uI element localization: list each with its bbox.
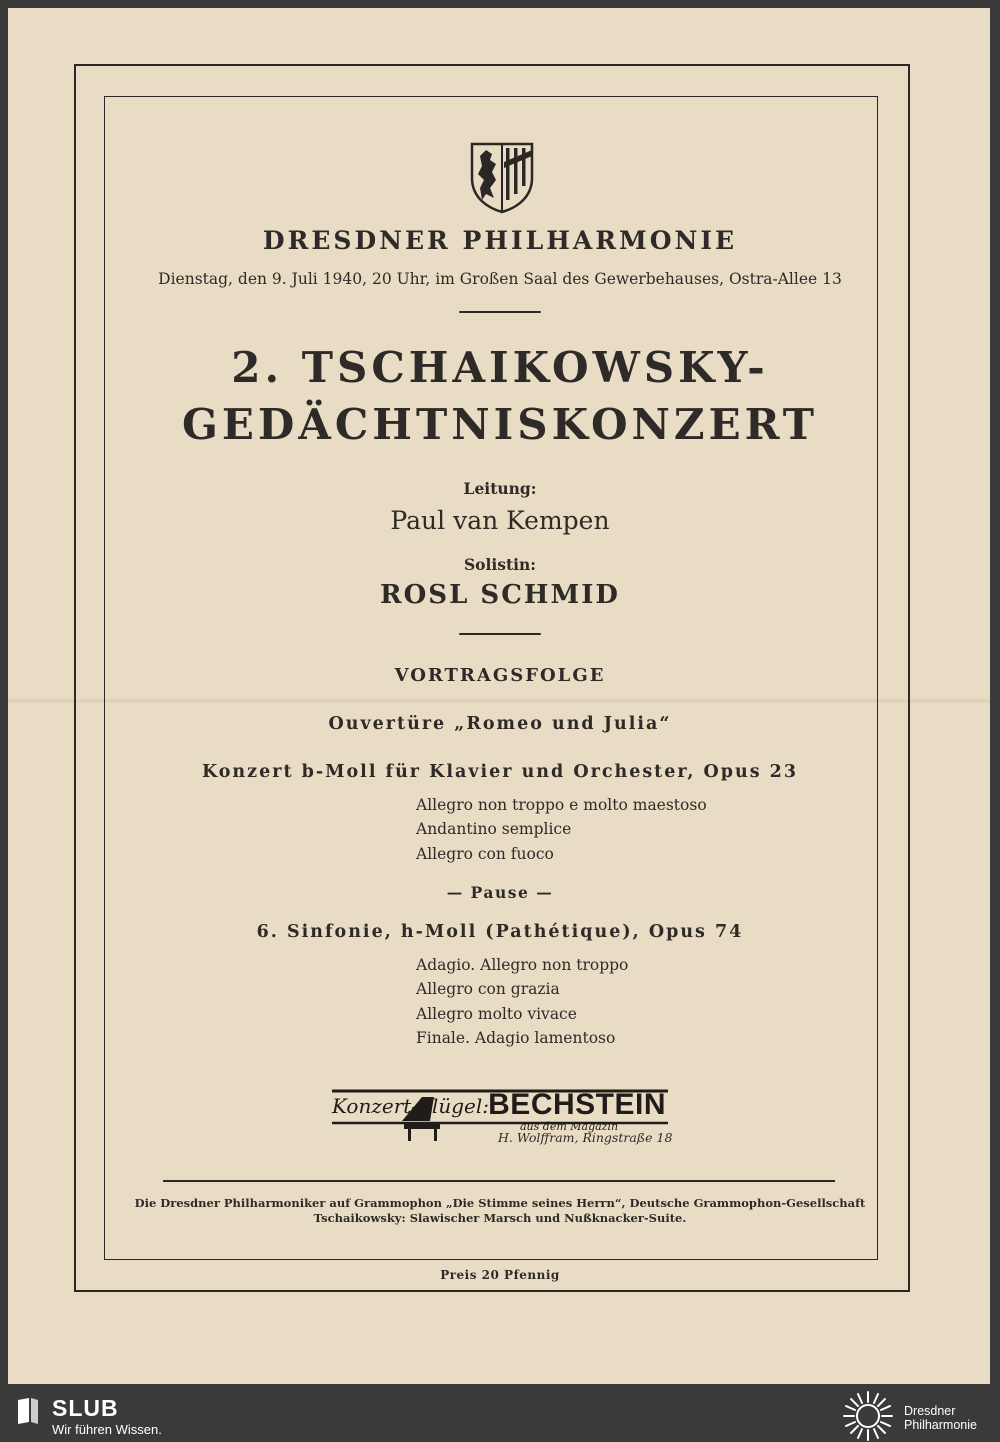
book-icon[interactable]	[16, 1396, 40, 1426]
movement-item: Allegro con grazia	[416, 980, 560, 998]
movement-item: Allegro non troppo e molto maestoso	[416, 796, 707, 814]
partner-name-line1: Dresdner	[904, 1404, 956, 1418]
soloist-name: ROSL SCHMID	[380, 580, 620, 610]
movement-item: Allegro molto vivace	[416, 1005, 577, 1023]
movement-item: Finale. Adagio lamentoso	[416, 1029, 616, 1047]
movement-item: Andantino semplice	[416, 820, 572, 838]
movement-item: Allegro con fuoco	[416, 845, 554, 863]
work-piano-concerto: Konzert b-Moll für Klavier und Orchester, Opus 23	[201, 762, 799, 782]
concert-title-line1: 2. TSCHAIKOWSKY-	[231, 343, 769, 392]
work-symphony: 6. Sinfonie, h-Moll (Pathétique), Opus 74	[256, 922, 744, 942]
ad-address: H. Wolffram, Ringstraße 18	[498, 1130, 673, 1145]
footer-note-line1: Die Dresdner Philharmoniker auf Grammophon „Die Stimme seines Herrn“, Deutsche Grammophon-Gesellschaft	[134, 1196, 866, 1210]
intermission: — Pause —	[446, 883, 554, 902]
soloist-label: Solistin:	[463, 555, 537, 574]
divider-middle	[459, 633, 541, 635]
slub-tagline: Wir führen Wissen.	[52, 1422, 162, 1437]
ad-prefix: Konzert-Flügel:	[332, 1094, 489, 1118]
ad-subline: aus dem Magazin	[520, 1120, 619, 1133]
conductor-name: Paul van Kempen	[390, 506, 610, 535]
partner-name-line2: Philharmonie	[904, 1418, 977, 1432]
concert-title-line2: GEDÄCHTNISKONZERT	[181, 400, 819, 449]
conductor-label: Leitung:	[463, 479, 537, 498]
coat-of-arms-icon	[470, 142, 534, 214]
concert-dateline: Dienstag, den 9. Juli 1940, 20 Uhr, im Großen Saal des Gewerbehauses, Ostra-Allee 13	[158, 270, 842, 288]
footer-rule	[163, 1180, 835, 1182]
program-heading: VORTRAGSFOLGE	[394, 665, 606, 686]
organization-name: DRESDNER PHILHARMONIE	[262, 226, 738, 255]
ad-brand-bechstein: BECHSTEIN	[488, 1088, 666, 1121]
work-overture: Ouvertüre „Romeo und Julia“	[328, 714, 672, 734]
movement-item: Adagio. Allegro non troppo	[416, 956, 629, 974]
sunburst-logo-icon[interactable]	[842, 1390, 894, 1442]
slub-title[interactable]: SLUB	[52, 1395, 119, 1421]
footer-note-line2: Tschaikowsky: Slawischer Marsch und Nußknacker-Suite.	[313, 1211, 687, 1225]
price-label: Preis 20 Pfennig	[440, 1268, 560, 1282]
divider-top	[459, 311, 541, 313]
